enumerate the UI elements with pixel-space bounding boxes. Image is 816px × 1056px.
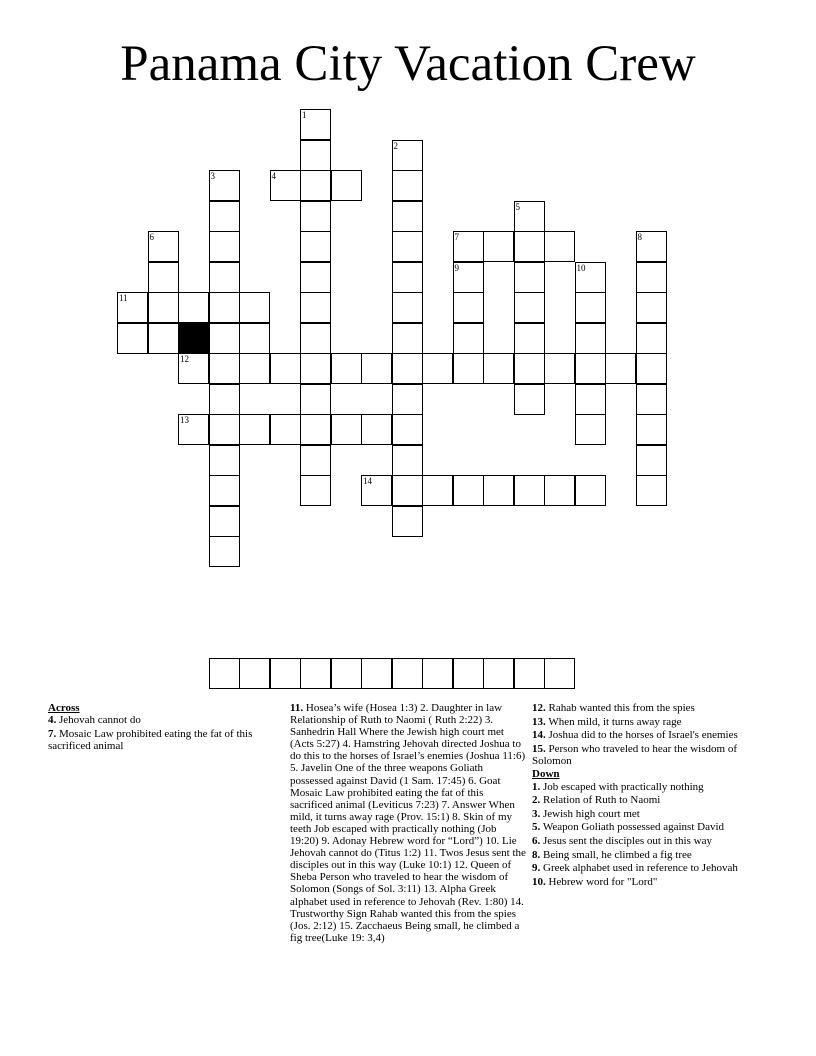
crossword-cell[interactable] [575, 262, 606, 293]
crossword-cell[interactable] [209, 658, 240, 689]
crossword-cell[interactable] [300, 384, 331, 415]
crossword-cell[interactable] [453, 353, 484, 384]
down-clue [532, 794, 764, 806]
crossword-cell[interactable] [270, 353, 301, 384]
crossword-cell[interactable] [636, 475, 667, 506]
crossword-cell[interactable] [117, 292, 148, 323]
crossword-cell[interactable] [300, 658, 331, 689]
crossword-cell[interactable] [544, 475, 575, 506]
clue-number: 14. [532, 729, 546, 742]
crossword-cell[interactable] [453, 231, 484, 262]
crossword-cell[interactable] [270, 170, 301, 201]
crossword-cell[interactable] [636, 262, 667, 293]
crossword-cell[interactable] [148, 231, 179, 262]
crossword-cell[interactable] [514, 384, 545, 415]
crossword-cell[interactable] [575, 353, 606, 384]
crossword-cell[interactable] [239, 292, 270, 323]
crossword-cell[interactable] [148, 262, 179, 293]
crossword-cell[interactable] [209, 384, 240, 415]
crossword-cell[interactable] [453, 475, 484, 506]
cell-number: 6 [149, 232, 154, 242]
clue-text: When mild, it turns away rage [548, 715, 682, 728]
crossword-cell[interactable] [636, 414, 667, 445]
clue-text: Mosaic Law prohibited eating the fat of this sacrificed animal [48, 727, 253, 752]
crossword-cell[interactable] [270, 658, 301, 689]
down-clue [532, 835, 764, 847]
crossword-cell[interactable] [300, 475, 331, 506]
crossword-cell[interactable] [514, 323, 545, 354]
crossword-cell[interactable] [575, 384, 606, 415]
cell-number: 2 [393, 140, 398, 151]
page-title: Panama City Vacation Crew [120, 36, 696, 92]
crossword-cell[interactable] [392, 323, 423, 354]
down-clue [532, 876, 764, 888]
clue-text: Jewish high court met [543, 807, 640, 820]
crossword-cell[interactable] [209, 262, 240, 293]
crossword-cell[interactable] [514, 201, 545, 232]
cell-number: 4 [271, 171, 276, 181]
crossword-cell[interactable] [148, 323, 179, 354]
clues-column-2 [290, 702, 526, 944]
crossword-cell[interactable] [453, 262, 484, 293]
crossword-cell[interactable] [300, 414, 331, 445]
crossword-cell[interactable] [636, 445, 667, 476]
down-clue [532, 808, 764, 820]
crossword-cell[interactable] [636, 231, 667, 262]
crossword-cell[interactable] [514, 353, 545, 384]
across-clue [532, 702, 764, 714]
across-header: Across [48, 702, 80, 714]
crossword-cell[interactable] [209, 414, 240, 445]
crossword-cell[interactable] [392, 414, 423, 445]
clue-number: 3. [532, 807, 541, 820]
crossword-cell[interactable] [331, 414, 362, 445]
down-clue [532, 781, 764, 793]
crossword-cell[interactable] [239, 323, 270, 354]
crossword-cell[interactable] [392, 353, 423, 384]
crossword-cell[interactable] [392, 262, 423, 293]
crossword-cell[interactable] [361, 414, 392, 445]
crossword-cell[interactable] [300, 140, 331, 171]
clues-column-3 [532, 702, 764, 889]
crossword-cell[interactable] [392, 658, 423, 689]
crossword-black-cell [178, 323, 209, 354]
crossword-cell[interactable] [483, 353, 514, 384]
crossword-cell[interactable] [392, 445, 423, 476]
clue-number: 10. [532, 875, 546, 888]
crossword-cell[interactable] [209, 353, 240, 384]
clue-number: 4. [48, 714, 57, 727]
crossword-cell[interactable] [300, 231, 331, 262]
crossword-cell[interactable] [209, 201, 240, 232]
crossword-cell[interactable] [361, 658, 392, 689]
clue-text: Job escaped with practically nothing [543, 780, 704, 793]
crossword-cell[interactable] [636, 384, 667, 415]
crossword-cell[interactable] [575, 292, 606, 323]
cell-number: 1 [302, 110, 307, 120]
cell-number: 9 [454, 262, 459, 273]
crossword-cell[interactable] [453, 658, 484, 689]
crossword-cell[interactable] [178, 353, 209, 384]
cell-number: 3 [210, 171, 215, 181]
crossword-cell[interactable] [300, 109, 331, 140]
crossword-cell[interactable] [453, 292, 484, 323]
crossword-cell[interactable] [514, 292, 545, 323]
crossword-cell[interactable] [239, 414, 270, 445]
crossword-cell[interactable] [361, 475, 392, 506]
clue-text: Relation of Ruth to Naomi [543, 794, 661, 807]
clue-number: 2. [532, 794, 541, 807]
crossword-cell[interactable] [239, 353, 270, 384]
crossword-cell[interactable] [178, 414, 209, 445]
clue-number: 8. [532, 848, 541, 861]
across-clue [532, 729, 764, 741]
down-clue [532, 862, 764, 874]
crossword-cell[interactable] [544, 353, 575, 384]
crossword-cell[interactable] [483, 231, 514, 262]
cell-number: 8 [637, 232, 642, 242]
clue-number: 12. [532, 702, 546, 714]
crossword-cell[interactable] [209, 170, 240, 201]
crossword-cell[interactable] [392, 384, 423, 415]
crossword-cell[interactable] [575, 414, 606, 445]
clue-text: Hebrew word for "Lord" [548, 875, 658, 888]
clue-number: 15. [532, 742, 546, 755]
cell-number: 13 [180, 415, 189, 425]
clue-text: Person who traveled to hear the wisdom of Solomon [532, 742, 737, 767]
crossword-cell[interactable] [270, 414, 301, 445]
crossword-cell[interactable] [483, 475, 514, 506]
crossword-cell[interactable] [392, 140, 423, 171]
clue-text: Rahab wanted this from the spies [548, 702, 695, 714]
down-clue [532, 821, 764, 833]
clue-number: 9. [532, 862, 541, 875]
crossword-cell[interactable] [422, 353, 453, 384]
crossword-cell[interactable] [331, 658, 362, 689]
across-clue [48, 714, 263, 726]
crossword-cell[interactable] [514, 658, 545, 689]
crossword-cell[interactable] [300, 292, 331, 323]
crossword-cell[interactable] [483, 658, 514, 689]
across-clue [48, 728, 263, 752]
crossword-cell[interactable] [300, 262, 331, 293]
crossword-cell[interactable] [209, 475, 240, 506]
crossword-cell[interactable] [331, 353, 362, 384]
crossword-cell[interactable] [209, 231, 240, 262]
across-clue [532, 716, 764, 728]
crossword-cell[interactable] [209, 506, 240, 537]
crossword-cell[interactable] [514, 262, 545, 293]
cell-number: 11 [119, 293, 128, 303]
crossword-cell[interactable] [636, 292, 667, 323]
crossword-cell[interactable] [209, 445, 240, 476]
clue-text: Joshua did to the horses of Israel's enemies [548, 729, 738, 742]
crossword-cell[interactable] [300, 323, 331, 354]
crossword-cell[interactable] [392, 506, 423, 537]
clue-number: 11. [290, 702, 304, 714]
clue-number: 5. [532, 821, 541, 834]
crossword-cell[interactable] [178, 292, 209, 323]
cell-number: 14 [363, 476, 372, 486]
across-clue [532, 743, 764, 767]
crossword-cell[interactable] [422, 475, 453, 506]
clue-number: 7. [48, 727, 57, 740]
answer-key-text: Hosea’s wife (Hosea 1:3) 2. Daughter in law Relationship of Ruth to Naomi ( Ruth 2:22) 3. Sanhedrin Hall Where the Jewish high court met (Acts 5:27) 4. Hamstring Jehovah directed Joshua to do this to the horses of Israel’s enemies (Joshua 11:6) 5. Javelin One of the three weapons Goliath possessed against David (1 Sam. 17:45) 6. Goat Mosaic Law prohibited eating the fat of this sacrificed animal (Leviticus 7:23) 7. Answer When mild, it turns away rage (Prov. 15:1) 8. Skin of my teeth Job escaped with practically nothing (Job 19:20) 9. Adonay Hebrew word for “Lord”) 10. Lie Jehovah cannot do (Titus 1:2) 11. Twos Jesus sent the disciples out in this way (Luke 10:1) 12. Queen of Sheba Person who traveled to hear the wisdom of Solomon (Songs of Sol. 3:11) 13. Alpha Greek alphabet used in reference to Jehovah (Rev. 1:80) 14. Trustworthy Sign Rahab wanted this from the spies (Jos. 2:12) 15. Zacchaeus Being small, he climbed a fig tree(Luke 19: 3,4) [290, 702, 526, 944]
crossword-cell[interactable] [544, 231, 575, 262]
clues-column-1 [48, 702, 263, 753]
crossword-cell[interactable] [300, 445, 331, 476]
crossword-cell[interactable] [605, 353, 636, 384]
crossword-cell[interactable] [392, 231, 423, 262]
down-header: Down [532, 768, 560, 781]
crossword-cell[interactable] [148, 292, 179, 323]
clue-text: Being small, he climbed a fig tree [543, 848, 692, 861]
cell-number: 12 [180, 354, 189, 364]
crossword-cell[interactable] [514, 231, 545, 262]
clue-number: 6. [532, 834, 541, 847]
crossword-cell[interactable] [300, 353, 331, 384]
clue-text: Greek alphabet used in reference to Jehovah [543, 862, 738, 875]
cell-number: 10 [576, 262, 586, 273]
crossword-cell[interactable] [300, 201, 331, 232]
clue-number: 1. [532, 780, 541, 793]
crossword-cell[interactable] [392, 475, 423, 506]
down-clue [532, 849, 764, 861]
crossword-cell[interactable] [575, 323, 606, 354]
crossword-cell[interactable] [575, 475, 606, 506]
crossword-cell[interactable] [331, 170, 362, 201]
crossword-cell[interactable] [636, 353, 667, 384]
crossword-cell[interactable] [361, 353, 392, 384]
clue-number: 13. [532, 715, 546, 728]
crossword-cell[interactable] [544, 658, 575, 689]
crossword-cell[interactable] [300, 170, 331, 201]
crossword-cell[interactable] [514, 475, 545, 506]
clue-text: Weapon Goliath possessed against David [542, 821, 725, 834]
crossword-cell[interactable] [392, 170, 423, 201]
crossword-cell[interactable] [209, 323, 240, 354]
crossword-cell[interactable] [239, 658, 270, 689]
crossword-cell[interactable] [209, 536, 240, 567]
cell-number: 5 [515, 201, 520, 212]
crossword-cell[interactable] [117, 323, 148, 354]
cell-number: 7 [454, 232, 459, 242]
crossword-cell[interactable] [392, 292, 423, 323]
crossword-cell[interactable] [392, 201, 423, 232]
crossword-cell[interactable] [209, 292, 240, 323]
crossword-cell[interactable] [453, 323, 484, 354]
answer-key-paragraph [290, 702, 526, 944]
clue-text: Jesus sent the disciples out in this way [543, 834, 712, 847]
crossword-cell[interactable] [422, 658, 453, 689]
crossword-cell[interactable] [636, 323, 667, 354]
clue-text: Jehovah cannot do [59, 714, 141, 727]
